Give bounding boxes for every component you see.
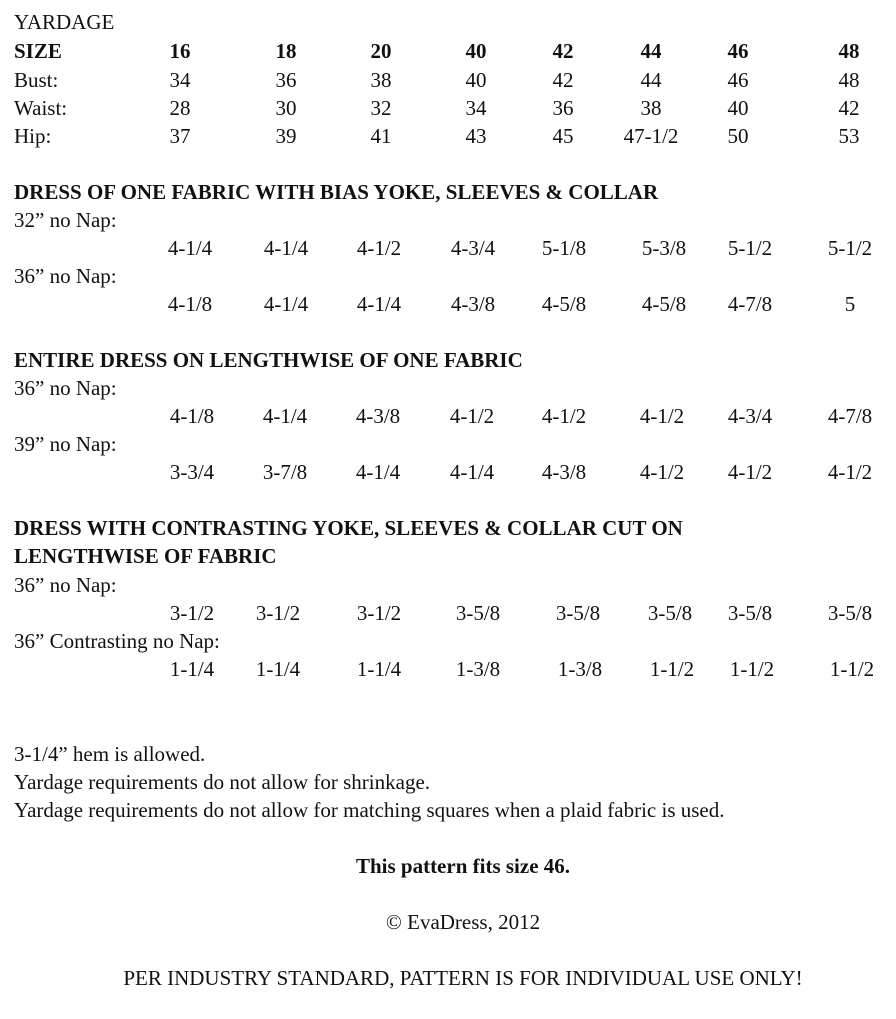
table-cell: 1-3/8 [455,657,501,681]
row-label: 32” no Nap: [14,208,117,232]
section-heading: DRESS WITH CONTRASTING YOKE, SLEEVES & COLLAR CUT ON [14,516,683,540]
table-cell: 40 [727,96,749,120]
table-cell: 1-1/2 [829,657,875,681]
table-cell: 4-7/8 [727,292,773,316]
table-cell: 50 [727,124,749,148]
table-cell: 4-3/8 [450,292,496,316]
size-value: 20 [370,39,392,63]
table-cell: 4-3/8 [541,460,587,484]
table-cell: 4-3/4 [727,404,773,428]
table-cell: 46 [727,68,749,92]
size-value: 40 [465,39,487,63]
table-cell: 4-1/2 [827,460,873,484]
table-cell: 3-1/2 [255,601,301,625]
table-cell: 4-1/2 [639,460,685,484]
table-cell: 3-5/8 [455,601,501,625]
table-cell: 4-1/4 [355,460,401,484]
table-cell: 1-3/8 [557,657,603,681]
table-cell: 3-3/4 [169,460,215,484]
table-cell: 44 [640,68,662,92]
section-heading: ENTIRE DRESS ON LENGTHWISE OF ONE FABRIC [14,348,523,372]
table-cell: 3-5/8 [727,601,773,625]
table-cell: 43 [465,124,487,148]
section-heading: DRESS OF ONE FABRIC WITH BIAS YOKE, SLEEVES & COLLAR [14,180,659,204]
table-cell: 34 [465,96,487,120]
table-cell: 1-1/4 [356,657,402,681]
table-cell: 5 [844,292,856,316]
usage-notice: PER INDUSTRY STANDARD, PATTERN IS FOR INDIVIDUAL USE ONLY! [123,966,803,990]
table-cell: 4-7/8 [827,404,873,428]
size-value: 18 [275,39,297,63]
table-cell: 3-1/2 [169,601,215,625]
table-cell: 4-1/4 [167,236,213,260]
table-cell: 32 [370,96,392,120]
table-cell: 5-3/8 [641,236,687,260]
note-line: Yardage requirements do not allow for matching squares when a plaid fabric is used. [14,798,725,822]
table-cell: 45 [552,124,574,148]
size-value: 44 [640,39,662,63]
table-cell: 4-1/4 [263,292,309,316]
table-cell: 3-7/8 [262,460,308,484]
size-value: 42 [552,39,574,63]
table-cell: 3-5/8 [647,601,693,625]
row-label: Bust: [14,68,59,92]
size-value: 16 [169,39,191,63]
table-cell: 41 [370,124,392,148]
table-cell: 4-1/2 [639,404,685,428]
table-cell: 38 [370,68,392,92]
row-label: 36” no Nap: [14,264,117,288]
table-cell: 5-1/8 [541,236,587,260]
table-cell: 4-3/8 [355,404,401,428]
table-cell: 30 [275,96,297,120]
row-label: Hip: [14,124,52,148]
table-cell: 4-1/2 [356,236,402,260]
size-value: 46 [727,39,749,63]
row-label: 36” Contrasting no Nap: [14,629,220,653]
table-cell: 4-1/4 [449,460,495,484]
table-cell: 4-5/8 [541,292,587,316]
table-cell: 4-1/2 [449,404,495,428]
table-cell: 4-5/8 [641,292,687,316]
table-cell: 37 [169,124,191,148]
table-cell: 36 [275,68,297,92]
table-cell: 4-1/2 [727,460,773,484]
document-title: YARDAGE [14,10,115,34]
table-cell: 3-5/8 [555,601,601,625]
table-cell: 4-1/8 [167,292,213,316]
size-value: 48 [838,39,860,63]
table-cell: 1-1/4 [255,657,301,681]
table-cell: 36 [552,96,574,120]
table-cell: 53 [838,124,860,148]
row-label: Waist: [14,96,68,120]
row-label: 36” no Nap: [14,573,117,597]
copyright: © EvaDress, 2012 [385,910,541,934]
section-heading-continued: LENGTHWISE OF FABRIC [14,544,277,568]
table-cell: 39 [275,124,297,148]
table-cell: 28 [169,96,191,120]
table-cell: 4-1/2 [541,404,587,428]
table-cell: 40 [465,68,487,92]
row-label: 36” no Nap: [14,376,117,400]
table-cell: 3-5/8 [827,601,873,625]
table-cell: 1-1/4 [169,657,215,681]
fit-note: This pattern fits size 46. [355,854,571,878]
table-cell: 5-1/2 [727,236,773,260]
note-line: Yardage requirements do not allow for shrinkage. [14,770,431,794]
table-cell: 5-1/2 [827,236,873,260]
note-line: 3-1/4” hem is allowed. [14,742,206,766]
table-cell: 48 [838,68,860,92]
table-cell: 34 [169,68,191,92]
table-cell: 1-1/2 [729,657,775,681]
size-label: SIZE [14,39,62,63]
table-cell: 4-1/8 [169,404,215,428]
row-label: 39” no Nap: [14,432,117,456]
table-cell: 47-1/2 [623,124,679,148]
table-cell: 38 [640,96,662,120]
table-cell: 4-1/4 [262,404,308,428]
table-cell: 42 [552,68,574,92]
table-cell: 1-1/2 [649,657,695,681]
table-cell: 3-1/2 [356,601,402,625]
table-cell: 4-3/4 [450,236,496,260]
table-cell: 4-1/4 [356,292,402,316]
table-cell: 4-1/4 [263,236,309,260]
table-cell: 42 [838,96,860,120]
